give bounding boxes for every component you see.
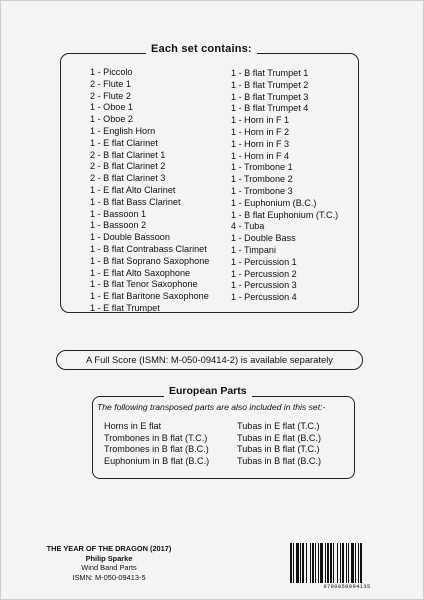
- european-parts-title: European Parts: [164, 385, 252, 397]
- part-item: 1 - Oboe 1: [90, 102, 133, 113]
- part-item: 1 - Horn in F 4: [231, 150, 290, 161]
- part-item: 1 - Double Bassoon: [90, 232, 170, 243]
- european-part-item: Euphonium in B flat (B.C.): [104, 455, 210, 466]
- part-item: 1 - B flat Bass Clarinet: [90, 196, 181, 207]
- part-item: 1 - Percussion 2: [231, 268, 297, 279]
- european-part-item: Tubas in E flat (B.C.): [237, 432, 322, 443]
- part-item: 1 - E flat Alto Saxophone: [90, 267, 191, 278]
- footer-edition: Wind Band Parts: [81, 563, 137, 573]
- european-left-list: [104, 421, 209, 467]
- part-item: 1 - E flat Baritone Saxophone: [90, 291, 209, 302]
- part-item: 1 - E flat Clarinet: [90, 137, 158, 148]
- part-item: 1 - B flat Tenor Saxophone: [90, 279, 198, 290]
- barcode-number: 9790050094135: [323, 584, 371, 590]
- part-item: 1 - B flat Trumpet 1: [231, 68, 309, 78]
- part-item: 1 - Trombone 3: [231, 185, 293, 196]
- part-item: 1 - Horn in F 2: [231, 126, 290, 137]
- part-item: 1 - B flat Euphonium (T.C.): [231, 209, 339, 220]
- footer-info: [14, 544, 204, 582]
- european-parts-subtitle: The following transposed parts are also included in this set:-: [97, 402, 326, 412]
- part-item: 1 - E flat Trumpet: [90, 302, 160, 313]
- part-item: 1 - E flat Alto Clarinet: [90, 184, 176, 195]
- right-parts-list: [231, 68, 338, 304]
- european-part-item: Tubas in B flat (B.C.): [237, 455, 322, 466]
- part-item: 1 - B flat Soprano Saxophone: [90, 255, 210, 266]
- part-item: 1 - Horn in F 3: [231, 138, 290, 149]
- part-item: 1 - B flat Trumpet 3: [231, 91, 309, 102]
- part-item: 1 - Percussion 4: [231, 292, 297, 303]
- footer-title: THE YEAR OF THE DRAGON (2017): [46, 544, 172, 553]
- left-parts-list: [90, 67, 209, 315]
- part-item: 1 - Horn in F 1: [231, 115, 290, 126]
- part-item: 1 - B flat Contrabass Clarinet: [90, 243, 207, 254]
- part-item: 1 - Trombone 1: [231, 162, 293, 173]
- footer-ismn: ISMN: M-050-09413-5: [72, 572, 146, 582]
- part-item: 2 - B flat Clarinet 1: [90, 149, 166, 160]
- european-part-item: Tubas in E flat (T.C.): [237, 421, 320, 431]
- european-part-item: Horns in E flat: [104, 421, 162, 431]
- european-part-item: Trombones in B flat (T.C.): [104, 432, 208, 443]
- part-item: 1 - Double Bass: [231, 233, 296, 244]
- part-item: 1 - Percussion 1: [231, 256, 297, 267]
- full-score-note: A Full Score (ISMN: M-050-09414-2) is available separately: [56, 350, 363, 370]
- barcode: [290, 543, 404, 593]
- part-item: 2 - Flute 2: [90, 90, 131, 101]
- part-item: 1 - Euphonium (B.C.): [231, 197, 317, 208]
- part-item: 1 - Piccolo: [90, 67, 133, 77]
- part-item: 1 - Bassoon 1: [90, 208, 147, 219]
- part-item: 1 - Timpani: [231, 244, 276, 255]
- footer-composer: Philip Sparke: [85, 553, 133, 563]
- european-part-item: Trombones in B flat (B.C.): [104, 444, 209, 454]
- european-part-item: Tubas in B flat (T.C.): [237, 444, 320, 454]
- part-item: 1 - B flat Trumpet 4: [231, 103, 309, 114]
- part-item: 1 - Trombone 2: [231, 174, 293, 185]
- barcode-bars: [290, 543, 404, 583]
- european-right-list: [237, 421, 321, 467]
- set-contents-title: Each set contains:: [146, 43, 257, 55]
- part-item: 1 - Oboe 2: [90, 114, 133, 125]
- part-item: 2 - B flat Clarinet 2: [90, 161, 166, 172]
- part-item: 1 - English Horn: [90, 125, 156, 136]
- part-item: 4 - Tuba: [231, 221, 265, 232]
- part-item: 2 - B flat Clarinet 3: [90, 173, 166, 184]
- part-item: 1 - B flat Trumpet 2: [231, 79, 309, 90]
- part-item: 2 - Flute 1: [90, 78, 131, 89]
- part-item: 1 - Percussion 3: [231, 280, 297, 291]
- part-item: 1 - Bassoon 2: [90, 220, 147, 231]
